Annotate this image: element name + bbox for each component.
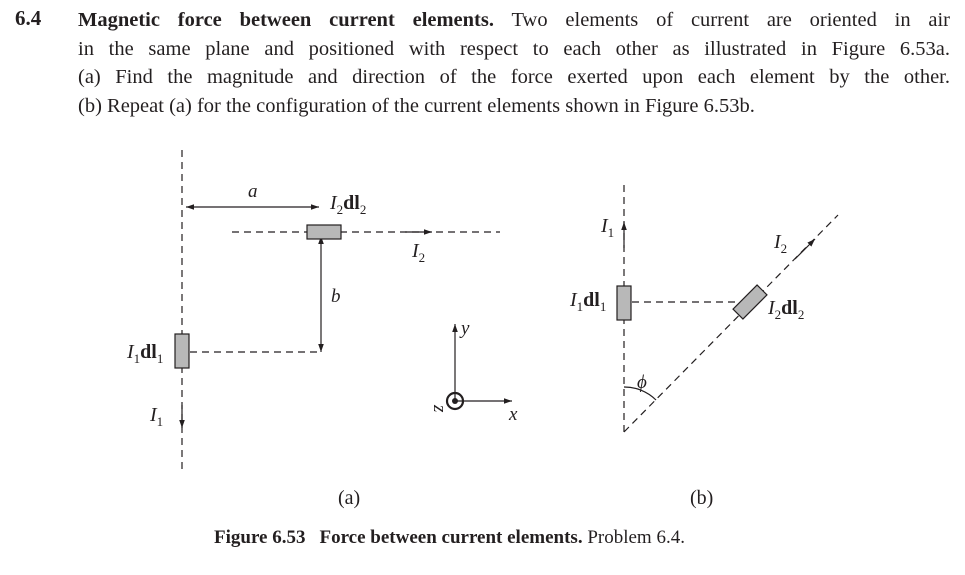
figure-a-element2 (307, 225, 341, 239)
figure-b-label-angle: ϕ (637, 372, 647, 393)
figure-b-element1 (617, 286, 631, 320)
figure-a-label-element1: $I_1dl_1$ (127, 341, 164, 366)
figure-caption (214, 527, 685, 549)
figure-b-sub-label: (b) (690, 487, 714, 509)
figure-a-sub-label: (a) (338, 487, 361, 509)
figure-b-label-current1: $I_1$ (601, 215, 615, 240)
figure-b-current2-arrow (795, 239, 815, 259)
figure-b-labels (569, 215, 804, 509)
figure-a-z-axis-dot (452, 398, 458, 404)
figure-b (617, 185, 838, 432)
problem-title: Magnetic force between current elements. (78, 9, 494, 31)
problem-line-3: (a) Find the magnitude and direction of the force exerted upon each element by the other. (78, 66, 950, 89)
figure-a-element1 (175, 334, 189, 368)
figure-b-label-element2: $I_2dl_2$ (768, 297, 805, 322)
figure-b-label-element1: $I_1dl_1$ (570, 289, 607, 314)
figure-a-label-y: y (461, 318, 470, 339)
problem-number: 6.4 (15, 6, 42, 30)
figure-a-label-a: a (248, 181, 258, 202)
figure-caption-rest: Problem 6.4. (587, 527, 685, 548)
figure-caption-number: Figure 6.53 (214, 527, 306, 548)
figure-b-element2 (733, 285, 767, 319)
figure-b-label-current2: $I_2$ (774, 231, 788, 256)
figure-a-label-current2: $I_2$ (412, 240, 426, 265)
problem-line-2: in the same plane and positioned with respect to each other as illustrated in Figure 6.53a. (78, 37, 950, 60)
problem-line-1-rest: Two elements of current are oriented in air (511, 9, 950, 31)
figure-caption-title: Force between current elements. (319, 527, 583, 548)
figure-a-label-z: z (429, 405, 450, 413)
problem-line-4: (b) Repeat (a) for the configuration of the current elements shown in Figure 6.53b. (78, 94, 755, 117)
figure-a-label-element2: $I_2dl_2$ (330, 192, 367, 217)
figure-a-label-b: b (331, 286, 341, 307)
figure-a-label-x: x (509, 404, 518, 425)
figure-a-label-current1: $I_1$ (150, 404, 164, 429)
